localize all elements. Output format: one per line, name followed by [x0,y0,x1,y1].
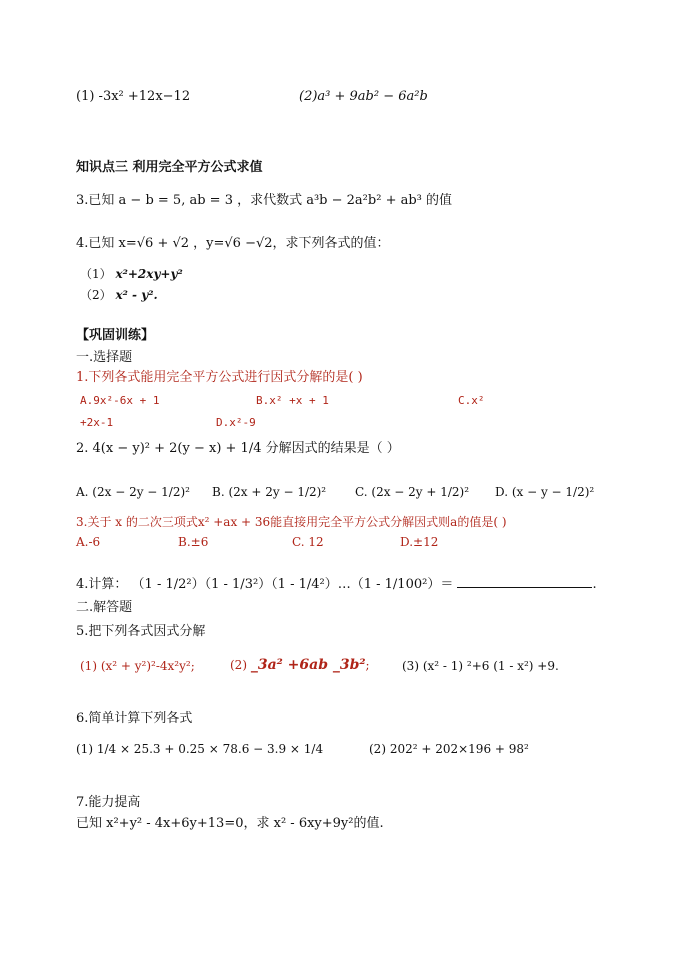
answer-q5-3: (3) (x² - 1) ²+6 (1 - x²) +9. [402,659,559,673]
answer-q6-1: (1) 1/4 × 25.3 + 0.25 × 78.6 − 3.9 × 1/4 [76,742,324,756]
calc-q4-label: 4.计算： [76,577,128,592]
calc-q4-expr: （1 - 1/2²）（1 - 1/3²）（1 - 1/4²）…（1 - 1/100²）＝ [131,577,454,592]
factor-item-2-text: (2)a³ + 9ab² − 6a²b [299,89,428,104]
kp3-q4-1-label: （1） [80,267,112,281]
choice-q3-c: C. 12 [292,535,324,549]
choice-q3-a: A.-6 [76,535,101,549]
answer-q7: 7.能力提高 [76,795,141,810]
answer-q5-2-end: ; [365,658,370,672]
answer-q5-2-expr: _3a² +6ab _3b² [250,657,366,673]
choice-q1: 1.下列各式能用完全平方公式进行因式分解的是( ) [76,370,363,385]
choice-q2-b: B. (2x + 2y − 1/2)² [212,485,327,499]
answer-q7-text: 已知 x²+y² - 4x+6y+13=0，求 x² - 6xy+9y²的值. [76,816,384,831]
choice-q1-d: D.x²-9 [216,416,256,429]
section-choice-title: 一.选择题 [76,350,133,365]
choice-q1-b: B.x² +x + 1 [256,394,329,407]
answer-q5: 5.把下列各式因式分解 [76,624,206,639]
choice-q1-c-cont: +2x-1 [80,416,114,429]
factor-item-1 [76,89,190,105]
answer-q6: 6.简单计算下列各式 [76,711,193,726]
kp3-q4-2-expr: x² - y². [115,288,158,302]
kp3-question-4-part-1 [80,266,183,282]
calc-q4: 4.计算： （1 - 1/2²）（1 - 1/3²）（1 - 1/4²）…（1 - 1/100²）＝ . [76,577,597,592]
choice-q2-c: C. (2x − 2y + 1/2)² [355,485,470,499]
kp3-title: 知识点三 利用完全平方公式求值 [76,160,263,175]
factor-item-1-text: (1) -3x² +12x−12 [76,89,191,104]
answer-q5-2 [230,657,370,673]
practice-header: 【巩固训练】 [76,328,155,343]
choice-q1-c: C.x² [458,394,485,407]
factor-item-2 [299,89,428,105]
answer-q6-2: (2) 202² + 202×196 + 98² [369,742,529,756]
section-answer-title: 二.解答题 [76,600,133,615]
calc-q4-answer-blank [457,575,592,588]
choice-q3-d: D.±12 [400,535,439,549]
choice-q2-d: D. (x − y − 1/2)² [495,485,595,499]
kp3-question-3: 3.已知 a − b = 5, ab = 3 ，求代数式 a³b − 2a²b² + ab³ 的值 [76,193,453,208]
choice-q3-b: B.±6 [178,535,209,549]
kp3-question-4-part-2 [80,287,158,303]
choice-q3: 3.关于 x 的二次三项式x² +ax + 36能直接用完全平方公式分解因式则a的值是( ) [76,515,507,529]
kp3-question-4: 4.已知 x=√6 + √2 ，y=√6 −√2，求下列各式的值： [76,236,390,251]
kp3-q4-1-expr: x²+2xy+y² [115,267,183,281]
choice-q2-a: A. (2x − 2y − 1/2)² [76,485,190,499]
answer-q5-2-label: (2) [230,658,247,672]
choice-q2-stem: 2. 4(x − y)² + 2(y − x) + 1/4 分解因式的结果是（ ） [76,441,400,456]
kp3-q4-2-label: （2） [80,288,112,302]
choice-q1-a: A.9x²-6x + 1 [80,394,160,407]
answer-q5-1: (1) (x² + y²)²-4x²y²; [80,659,195,673]
